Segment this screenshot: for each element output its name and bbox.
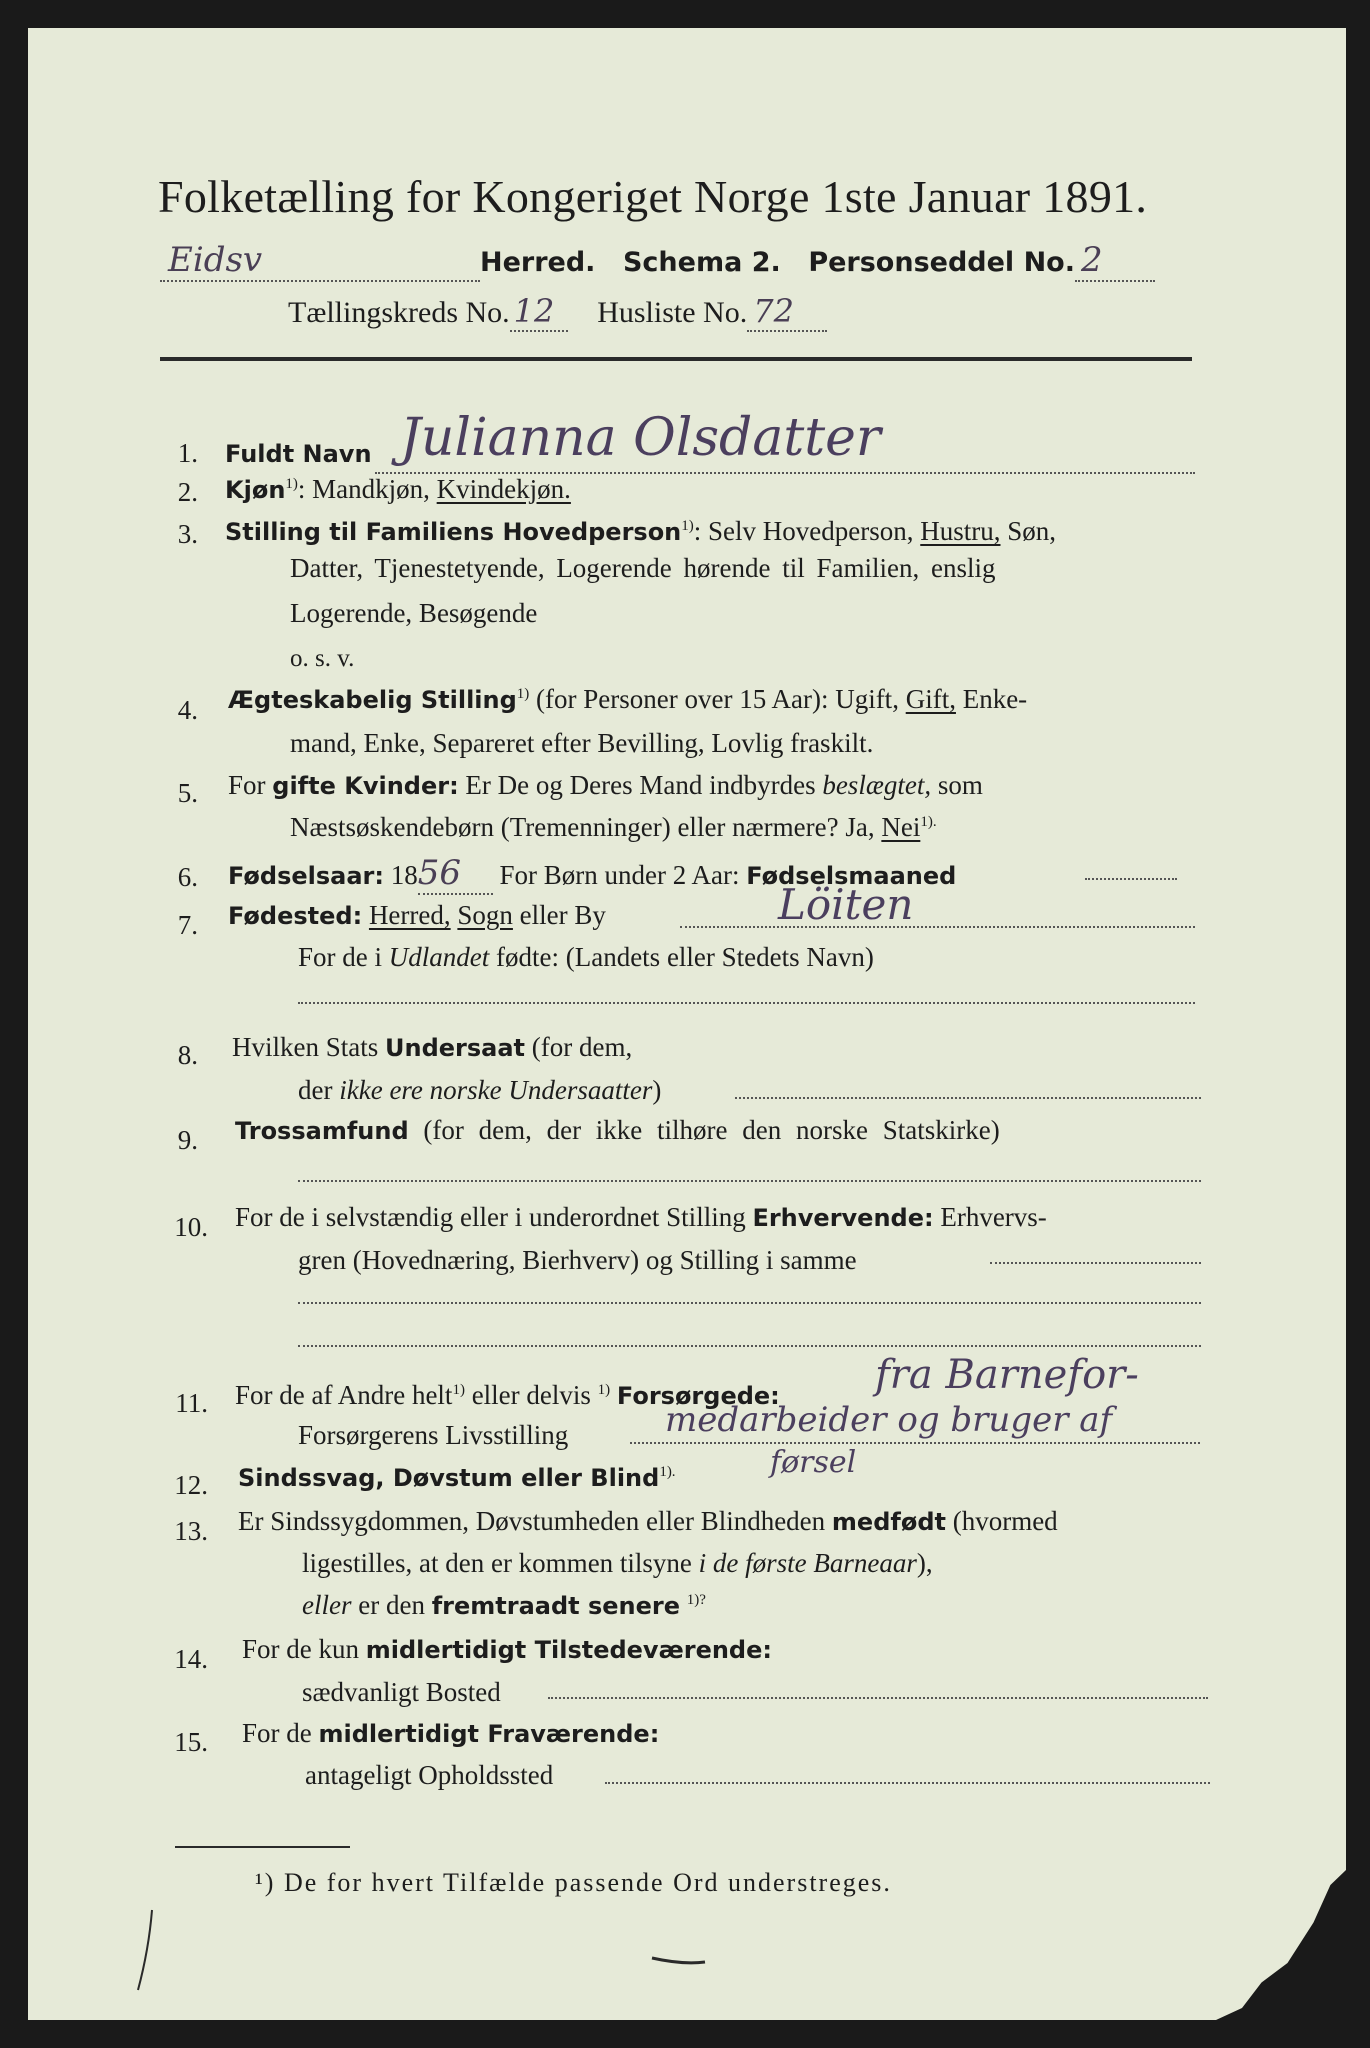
footnote-separator [175, 1846, 350, 1848]
q8-line2-c: ) [652, 1075, 662, 1105]
q13-line2-c: ), [916, 1548, 933, 1578]
q7-label: Fødested: [228, 902, 363, 930]
pen-dash [650, 1950, 710, 1970]
q10-text-a: For de i selvstændig eller i underordnet Stilling [235, 1202, 746, 1232]
q3-label: Stilling til Familiens Hovedperson [225, 518, 682, 546]
q7-line2 [298, 942, 874, 973]
q11-label: Forsørgede: [616, 1382, 780, 1410]
q15-label: midlertidigt Fraværende: [318, 1720, 660, 1748]
pen-mark [130, 1905, 170, 1995]
q10-answer-line-3 [298, 1345, 1201, 1347]
header-rule [160, 357, 1192, 361]
husliste-value: 72 [753, 292, 794, 330]
q5-number: 5. [177, 778, 198, 808]
q9-label: Trossamfund [235, 1117, 409, 1145]
q13-line2 [302, 1548, 933, 1579]
q10-number: 10. [174, 1212, 208, 1242]
q13-line2-b: i de første Barneaar [698, 1548, 917, 1578]
q14-line1 [242, 1634, 772, 1665]
q12-line1 [238, 1462, 676, 1493]
q8-number: 8. [177, 1040, 198, 1070]
q7-line1 [228, 900, 606, 931]
q5-line2 [290, 812, 937, 843]
q13-line2-a: ligestilles, at den er kommen tilsyne [302, 1548, 692, 1578]
q4-sup: 1) [516, 686, 530, 702]
q8-label: Undersaat [385, 1034, 526, 1062]
q4-number: 4. [177, 695, 198, 725]
q3-line2: Datter, Tjenestetyende, Logerende hørende til Familien, enslig [290, 553, 996, 583]
kreds-label: Tællingskreds No. [288, 296, 510, 329]
q13-line3 [302, 1590, 706, 1621]
q11-number: 11. [175, 1388, 208, 1418]
q5-line1 [228, 770, 983, 801]
herred-label: Herred. [480, 247, 596, 278]
q10-text-b: Erhvervs- [940, 1202, 1047, 1232]
herred-value: Eidsv [168, 240, 263, 280]
q6-year-field [418, 853, 493, 895]
q11-answer-3: førsel [770, 1445, 857, 1480]
q3-sup: 1) [681, 518, 694, 534]
q6-year-value: 56 [417, 853, 462, 893]
q13-line3-a: eller [302, 1590, 352, 1620]
q12-sup: 1). [659, 1464, 676, 1480]
q6-text-b: For Børn under 2 Aar: [499, 860, 740, 890]
q5-text-b: Er De og Deres Mand indbyrdes [465, 770, 816, 800]
q4-text-a: (for Personer over 15 Aar): Ugift, [529, 684, 899, 714]
q11-line2: Forsørgerens Livsstilling [298, 1420, 569, 1450]
q1-label: Fuldt Navn [225, 440, 372, 468]
q2-number: 2. [177, 477, 198, 507]
q7-option-herred: Herred, [368, 900, 451, 930]
schema-label: Schema 2. [622, 247, 781, 278]
q13-text-a: Er Sindssygdommen, Døvstumheden eller Blindheden [238, 1506, 826, 1536]
husliste-label: Husliste No. [597, 296, 748, 329]
q3-number: 3. [177, 519, 198, 549]
q13-line1 [238, 1506, 1058, 1537]
q7-line2-b: Udlandet [388, 942, 490, 972]
q13-number: 13. [174, 1516, 208, 1546]
form-title: Folketælling for Kongeriget Norge 1ste Januar 1891. [158, 171, 1148, 222]
q10-answer-line-2 [298, 1302, 1201, 1304]
q10-line1 [235, 1202, 1047, 1233]
footnote: ¹) De for hvert Tilfælde passende Ord understreges. [255, 1868, 892, 1897]
q11-text-a: For de af Andre helt [235, 1380, 453, 1410]
q11-sup1: 1) [452, 1382, 465, 1398]
q2-text [225, 474, 571, 505]
q7-line2-c: fødte: (Landets eller Stedets Navn) [496, 942, 874, 972]
q12-number: 12. [174, 1470, 208, 1500]
q13-text-b: (hvormed [952, 1506, 1058, 1536]
q3-line1 [225, 516, 1056, 547]
q7-option-sogn: Sogn [457, 900, 513, 930]
q3-selected-option: Hustru, [920, 516, 1001, 546]
q5-text-a: For [228, 770, 266, 800]
q11-text-b: eller delvis [471, 1380, 591, 1410]
q11-answer-1: fra Barnefor- [875, 1352, 1139, 1398]
q10-label: Erhvervende: [752, 1204, 934, 1232]
q3-line3: Logerende, Besøgende [290, 598, 538, 628]
q6-label2: Fødselsmaaned [746, 862, 957, 890]
q2-rest: : Mandkjøn, [297, 474, 430, 504]
q8-line2 [298, 1075, 661, 1106]
q11-answer-line [630, 1442, 1200, 1444]
q15-answer-line [605, 1782, 1210, 1784]
q1-number: 1. [177, 438, 198, 468]
q5-text-d: som [937, 770, 983, 800]
q13-line3-sup: 1)? [686, 1592, 706, 1608]
q5-label: gifte Kvinder: [272, 772, 459, 800]
herred-row [160, 240, 1155, 282]
q12-label: Sindssvag, Døvstum eller Blind [238, 1464, 660, 1492]
kreds-value: 12 [513, 292, 555, 330]
q11-answer-2: medarbeider og bruger af [665, 1400, 1113, 1440]
q6-label: Fødselsaar: [228, 862, 384, 890]
q11-sup2: 1) [597, 1382, 611, 1398]
q8-line1 [232, 1032, 632, 1063]
q4-text-b: Enke- [962, 684, 1028, 714]
q7-foreign-line [298, 1002, 1195, 1004]
q1-answer: Julianna Olsdatter [400, 408, 881, 468]
q6-number: 6. [177, 862, 198, 892]
q15-line1 [242, 1718, 659, 1749]
q7-answer: Löiten [778, 880, 914, 929]
q8-line2-a: der [298, 1075, 333, 1105]
q5-sup: 1). [920, 814, 937, 830]
q9-answer-line [298, 1180, 1201, 1182]
q14-label: midlertidigt Tilstedeværende: [365, 1636, 772, 1664]
q15-number: 15. [174, 1727, 208, 1757]
q6-month-line [1085, 878, 1177, 880]
q7-number: 7. [177, 910, 198, 940]
personseddel-value: 2 [1080, 240, 1103, 280]
q8-answer-line [735, 1097, 1201, 1099]
q4-line1 [228, 684, 1027, 715]
kreds-row [288, 292, 827, 332]
q5-text-c: beslægtet, [822, 770, 932, 800]
q5-line2-text: Næstsøskendebørn (Tremenninger) eller nærmere? Ja, [290, 812, 875, 842]
q3-line4: o. s. v. [290, 645, 355, 672]
q10-answer-line-1 [990, 1262, 1201, 1264]
q4-selected-option: Gift, [905, 684, 956, 714]
q13-line3-b: er den [358, 1590, 425, 1620]
q2-label: Kjøn [225, 476, 286, 504]
q7-line2-a: For de i [298, 942, 382, 972]
q15-text-a: For de [242, 1718, 312, 1748]
q8-line2-b: ikke ere norske Undersaatter [339, 1075, 653, 1105]
q3-text-b: Søn, [1007, 516, 1057, 546]
q3-text-a: : Selv Hovedperson, [693, 516, 914, 546]
personseddel-field [1075, 240, 1155, 282]
q14-number: 14. [174, 1644, 208, 1674]
q2-sup: 1) [285, 476, 298, 492]
q8-text-b: (for dem, [531, 1032, 633, 1062]
q5-selected-option: Nei [881, 812, 921, 842]
q7-answer-line [680, 926, 1195, 928]
q10-line2: gren (Hovednæring, Bierhverv) og Stilling i samme [298, 1245, 857, 1275]
personseddel-label: Personseddel No. [808, 247, 1075, 278]
q9-text-b: (for dem, der ikke tilhøre den norske Statskirke) [423, 1115, 1000, 1145]
q14-text-a: For de kun [242, 1634, 359, 1664]
q6-prefix: 18 [390, 860, 418, 890]
kreds-field [510, 292, 568, 332]
q15-line2: antageligt Opholdssted [305, 1760, 554, 1790]
q9-number: 9. [177, 1125, 198, 1155]
q8-text-a: Hvilken Stats [232, 1032, 379, 1062]
q9-line1 [235, 1115, 1000, 1146]
husliste-field [747, 292, 827, 332]
q2-selected-option: Kvindekjøn. [436, 474, 571, 504]
q13-label: medfødt [831, 1508, 946, 1536]
herred-field [160, 240, 480, 282]
q14-answer-line [548, 1697, 1208, 1699]
q7-text-b: eller By [519, 900, 606, 930]
q4-line2: mand, Enke, Separeret efter Bevilling, Lovlig fraskilt. [290, 728, 874, 758]
q13-line3-label: fremtraadt senere [431, 1592, 681, 1620]
q14-line2: sædvanligt Bosted [302, 1677, 501, 1707]
q4-label: Ægteskabelig Stilling [228, 686, 517, 714]
